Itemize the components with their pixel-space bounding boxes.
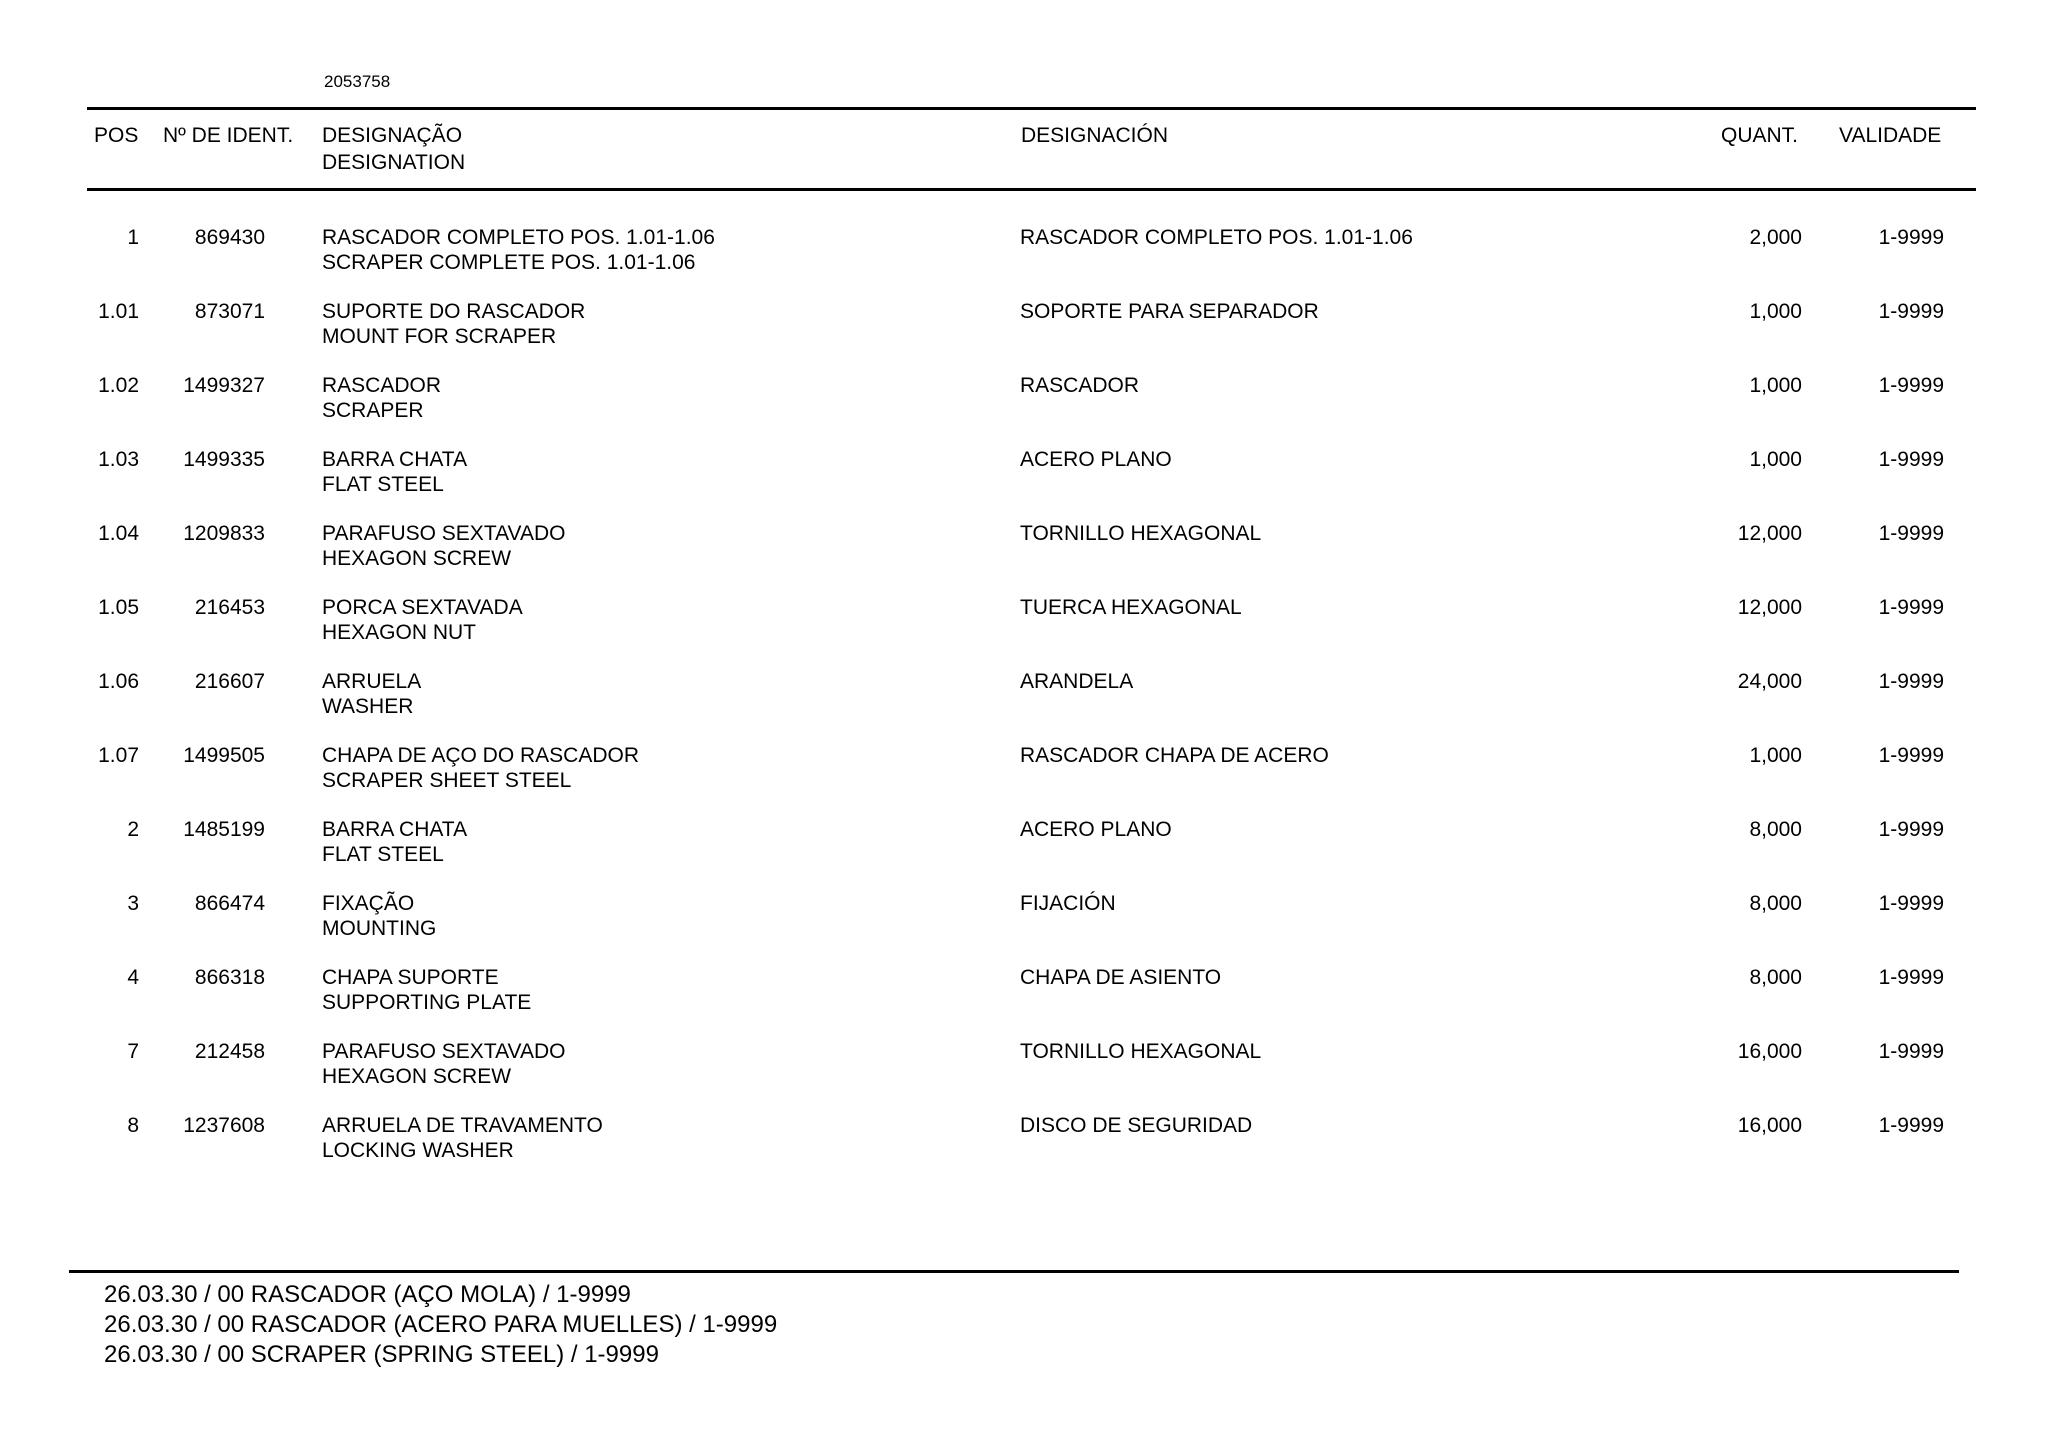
- column-header-designation-es: DESIGNACIÓN: [1021, 124, 1169, 147]
- row-designation-pt-text: PARAFUSO SEXTAVADO: [322, 1040, 566, 1063]
- row-designation-es: FIJACIÓN: [1020, 892, 1116, 915]
- row-validity: 1-9999: [1878, 374, 1944, 397]
- row-pos: 1.07: [98, 744, 139, 767]
- row-quantity: 8,000: [1749, 818, 1802, 841]
- column-header-ident: Nº DE IDENT.: [163, 124, 294, 147]
- row-ident: 1499505: [183, 744, 265, 767]
- row-ident: 1485199: [183, 818, 265, 841]
- row-designation-es: CHAPA DE ASIENTO: [1020, 966, 1222, 989]
- column-header-quantity: QUANT.: [1721, 124, 1799, 147]
- row-pos: 1.01: [98, 300, 139, 323]
- row-ident: 1209833: [183, 522, 265, 545]
- row-quantity: 24,000: [1737, 670, 1802, 693]
- row-designation-pt: [322, 447, 467, 497]
- row-validity: 1-9999: [1878, 596, 1944, 619]
- row-ident: 873071: [194, 300, 265, 323]
- row-ident: 869430: [194, 226, 265, 249]
- row-ident: 216607: [194, 670, 265, 693]
- row-designation-pt-text: PARAFUSO SEXTAVADO: [322, 522, 566, 545]
- row-designation-es: RASCADOR COMPLETO POS. 1.01-1.06: [1020, 226, 1413, 249]
- row-quantity: 12,000: [1737, 522, 1802, 545]
- table-row: [0, 521, 2048, 595]
- row-validity: 1-9999: [1878, 1040, 1944, 1063]
- row-designation-pt: [322, 965, 531, 1015]
- row-ident: 216453: [194, 596, 265, 619]
- row-designation-en-text: SUPPORTING PLATE: [322, 991, 532, 1014]
- row-ident: 866474: [194, 892, 265, 915]
- row-designation-en-text: SCRAPER COMPLETE POS. 1.01-1.06: [322, 251, 696, 274]
- row-designation-es: TORNILLO HEXAGONAL: [1020, 1040, 1262, 1063]
- row-ident: 212458: [194, 1040, 265, 1063]
- row-quantity: 8,000: [1749, 892, 1802, 915]
- row-designation-en-text: LOCKING WASHER: [322, 1139, 514, 1162]
- row-designation-en-text: SCRAPER SHEET STEEL: [322, 769, 572, 792]
- row-designation-es: DISCO DE SEGURIDAD: [1020, 1114, 1253, 1137]
- header-bottom-rule: [87, 188, 1976, 191]
- row-validity: 1-9999: [1878, 300, 1944, 323]
- row-designation-es: TORNILLO HEXAGONAL: [1020, 522, 1262, 545]
- row-designation-es: ACERO PLANO: [1020, 818, 1172, 841]
- table-row: [0, 595, 2048, 669]
- table-row: [0, 817, 2048, 891]
- row-designation-pt-text: BARRA CHATA: [322, 818, 468, 841]
- row-designation-es: RASCADOR: [1020, 374, 1140, 397]
- row-designation-en-text: FLAT STEEL: [322, 473, 444, 496]
- row-pos: 1.04: [98, 522, 139, 545]
- table-row: [0, 743, 2048, 817]
- row-designation-pt: [322, 373, 441, 423]
- row-designation-en-text: HEXAGON NUT: [322, 621, 477, 644]
- row-designation-pt: [322, 743, 639, 793]
- table-row: [0, 965, 2048, 1039]
- row-validity: 1-9999: [1878, 892, 1944, 915]
- column-header-designation-pt: DESIGNAÇÃO: [322, 124, 463, 147]
- row-designation-pt-text: CHAPA DE AÇO DO RASCADOR: [322, 744, 640, 767]
- row-validity: 1-9999: [1878, 448, 1944, 471]
- footer-rule: [69, 1270, 1959, 1273]
- row-validity: 1-9999: [1878, 744, 1944, 767]
- column-header-pos: POS: [94, 124, 139, 147]
- row-designation-en-text: MOUNTING: [322, 917, 437, 940]
- row-pos: 1.03: [98, 448, 139, 471]
- row-ident: 1499327: [183, 374, 265, 397]
- row-quantity: 16,000: [1737, 1114, 1802, 1137]
- row-pos: 1.06: [98, 670, 139, 693]
- table-row: [0, 225, 2048, 299]
- row-designation-pt-text: ARRUELA: [322, 670, 422, 693]
- row-quantity: 1,000: [1749, 374, 1802, 397]
- row-ident: 1237608: [183, 1114, 265, 1137]
- row-designation-es: ACERO PLANO: [1020, 448, 1172, 471]
- row-quantity: 8,000: [1749, 966, 1802, 989]
- row-pos: 4: [127, 966, 139, 989]
- row-designation-pt: [322, 817, 467, 867]
- row-designation-pt-text: PORCA SEXTAVADA: [322, 596, 523, 619]
- table-row: [0, 891, 2048, 965]
- row-designation-en-text: MOUNT FOR SCRAPER: [322, 325, 557, 348]
- header-top-rule: [87, 107, 1976, 110]
- row-pos: 8: [127, 1114, 139, 1137]
- row-designation-en-text: HEXAGON SCREW: [322, 1065, 512, 1088]
- row-quantity: 1,000: [1749, 744, 1802, 767]
- row-designation-pt: [322, 595, 523, 645]
- row-validity: 1-9999: [1878, 226, 1944, 249]
- row-designation-pt: [322, 669, 421, 719]
- table-row: [0, 669, 2048, 743]
- row-validity: 1-9999: [1878, 818, 1944, 841]
- table-row: [0, 447, 2048, 521]
- row-validity: 1-9999: [1878, 966, 1944, 989]
- row-pos: 1: [127, 226, 139, 249]
- row-designation-pt: [322, 299, 585, 349]
- row-designation-en-text: FLAT STEEL: [322, 843, 444, 866]
- row-designation-pt: [322, 521, 566, 571]
- row-ident: 1499335: [183, 448, 265, 471]
- row-validity: 1-9999: [1878, 1114, 1944, 1137]
- row-designation-pt-text: BARRA CHATA: [322, 448, 468, 471]
- table-row: [0, 373, 2048, 447]
- row-designation-es: SOPORTE PARA SEPARADOR: [1020, 300, 1319, 323]
- row-designation-pt-text: RASCADOR COMPLETO POS. 1.01-1.06: [322, 226, 715, 249]
- row-designation-pt-text: ARRUELA DE TRAVAMENTO: [322, 1114, 603, 1137]
- table-row: [0, 299, 2048, 373]
- row-designation-pt-text: FIXAÇÃO: [322, 892, 415, 915]
- table-row: [0, 1039, 2048, 1113]
- row-validity: 1-9999: [1878, 670, 1944, 693]
- row-pos: 3: [127, 892, 139, 915]
- row-pos: 2: [127, 818, 139, 841]
- row-designation-pt: [322, 225, 715, 275]
- document-number: 2053758: [324, 72, 391, 91]
- row-validity: 1-9999: [1878, 522, 1944, 545]
- column-header-validity: VALIDADE: [1839, 124, 1942, 147]
- row-designation-pt-text: CHAPA SUPORTE: [322, 966, 499, 989]
- row-designation-pt: [322, 1113, 603, 1163]
- table-row: [0, 1113, 2048, 1187]
- row-quantity: 1,000: [1749, 448, 1802, 471]
- row-designation-es: ARANDELA: [1020, 670, 1134, 693]
- row-ident: 866318: [194, 966, 265, 989]
- row-pos: 1.02: [98, 374, 139, 397]
- footer-notes: [104, 1280, 777, 1370]
- row-designation-pt-text: RASCADOR: [322, 374, 442, 397]
- row-designation-en-text: HEXAGON SCREW: [322, 547, 512, 570]
- row-designation-en-text: WASHER: [322, 695, 414, 718]
- column-header-designation-en: DESIGNATION: [322, 151, 466, 174]
- row-designation-en-text: SCRAPER: [322, 399, 424, 422]
- row-quantity: 2,000: [1749, 226, 1802, 249]
- row-quantity: 1,000: [1749, 300, 1802, 323]
- footer-line: 26.03.30 / 00 RASCADOR (AÇO MOLA) / 1-9999: [104, 1281, 631, 1308]
- row-quantity: 12,000: [1737, 596, 1802, 619]
- row-designation-es: TUERCA HEXAGONAL: [1020, 596, 1242, 619]
- row-pos: 7: [127, 1040, 139, 1063]
- row-designation-pt-text: SUPORTE DO RASCADOR: [322, 300, 586, 323]
- row-quantity: 16,000: [1737, 1040, 1802, 1063]
- row-designation-pt: [322, 1039, 566, 1089]
- row-designation-pt: [322, 891, 436, 941]
- footer-line: 26.03.30 / 00 RASCADOR (ACERO PARA MUELLES) / 1-9999: [104, 1311, 778, 1338]
- row-pos: 1.05: [98, 596, 139, 619]
- row-designation-es: RASCADOR CHAPA DE ACERO: [1020, 744, 1329, 767]
- footer-line: 26.03.30 / 00 SCRAPER (SPRING STEEL) / 1-9999: [104, 1341, 659, 1368]
